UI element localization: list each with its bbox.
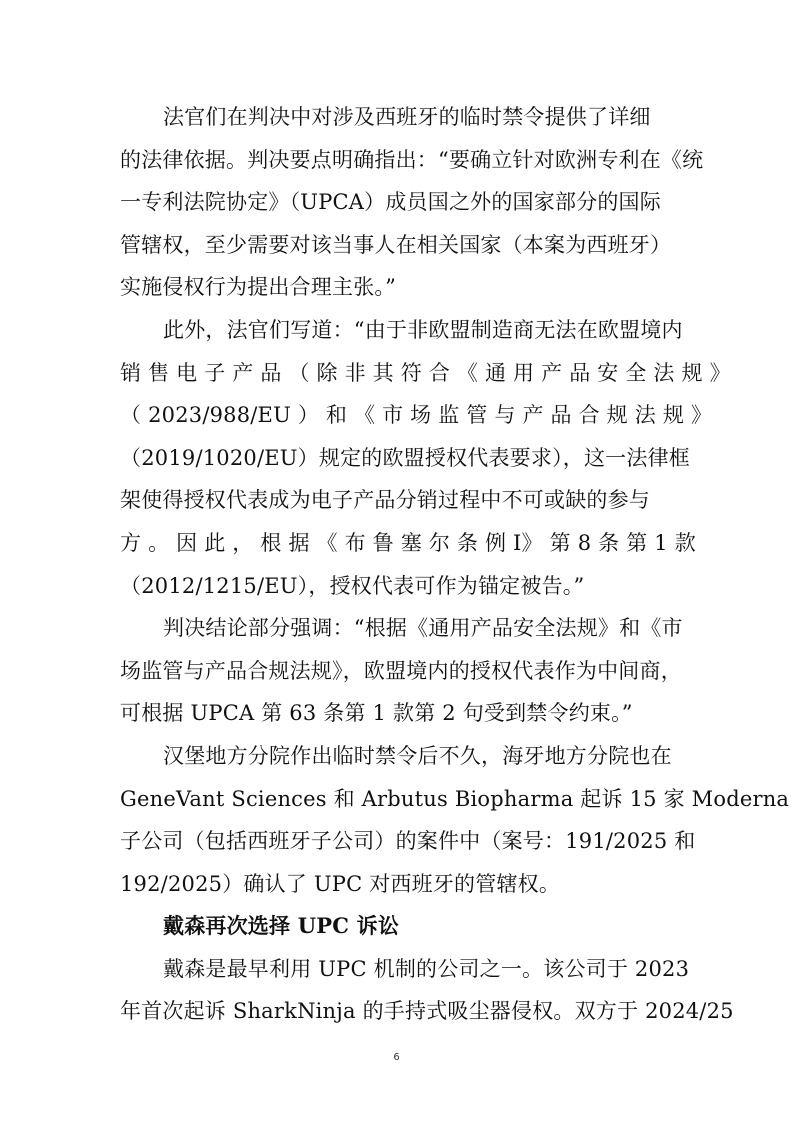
text-line: 的法律依据。判决要点明确指出：“要确立针对欧洲专利在《统 [120, 147, 704, 172]
paragraph-legal-basis [120, 96, 704, 309]
text-line: 判决结论部分强调：“根据《通用产品安全法规》和《市 [163, 616, 683, 641]
text-line: 法官们在判决中对涉及西班牙的临时禁令提供了详细 [163, 105, 651, 129]
text-line: （2019/1020/EU）规定的欧盟授权代表要求），这一法律框 [120, 445, 690, 470]
text-line: 此外，法官们写道：“由于非欧盟制造商无法在欧盟境内 [163, 317, 683, 342]
text-line: 管辖权，至少需要对该当事人在相关国家（本案为西班牙） [120, 232, 672, 257]
section-heading [120, 905, 675, 948]
text-line: 汉堡地方分院作出临时禁令后不久，海牙地方分院也在 [163, 743, 672, 768]
text-line: 192/2025）确认了 UPC 对西班牙的管辖权。 [120, 871, 561, 896]
paragraph-conclusion [120, 607, 683, 735]
text-line: （ 2023/988/EU ） 和 《 市 场 监 管 与 产 品 合 规 法 规 》 [120, 403, 713, 428]
text-line: 销 售 电 子 产 品 （ 除 非 其 符 合 《 通 用 产 品 安 全 法 规 》 [120, 360, 731, 385]
text-line: 架使得授权代表成为电子产品分销过程中不可或缺的参与 [120, 488, 650, 513]
text-line: 年首次起诉 SharkNinja 的手持式吸尘器侵权。双方于 2024/25 [120, 999, 734, 1024]
text-line: 方 。 因 此 ， 根 据 《 布 鲁 塞 尔 条 例 I》 第 8 条 第 1 款 [120, 530, 696, 555]
text-line: 戴森是最早利用 UPC 机制的公司之一。该公司于 2023 [163, 956, 690, 981]
text-line: 一专利法院协定》（UPCA）成员国之外的国家部分的国际 [120, 190, 661, 215]
text-line: GeneVant Sciences 和 Arbutus Biopharma 起诉 15 家 Moderna [120, 786, 790, 811]
text-line: 可根据 UPCA 第 63 条第 1 款第 2 句受到禁令约束。” [120, 701, 633, 726]
paragraph-authorized-representative [120, 309, 731, 607]
paragraph-dyson [120, 948, 734, 1033]
page-number: 6 [393, 1052, 400, 1063]
document-body [120, 96, 790, 1033]
text-line: 场监管与产品合规法规》，欧盟境内的授权代表作为中间商， [120, 658, 682, 683]
paragraph-hague-division [120, 735, 790, 905]
section-heading-text: 戴森再次选择 UPC 诉讼 [163, 913, 400, 939]
text-line: 子公司（包括西班牙子公司）的案件中（案号：191/2025 和 [120, 829, 696, 854]
text-line: （2012/1215/EU），授权代表可作为锚定被告。” [120, 573, 585, 598]
text-line: 实施侵权行为提出合理主张。” [120, 275, 397, 300]
